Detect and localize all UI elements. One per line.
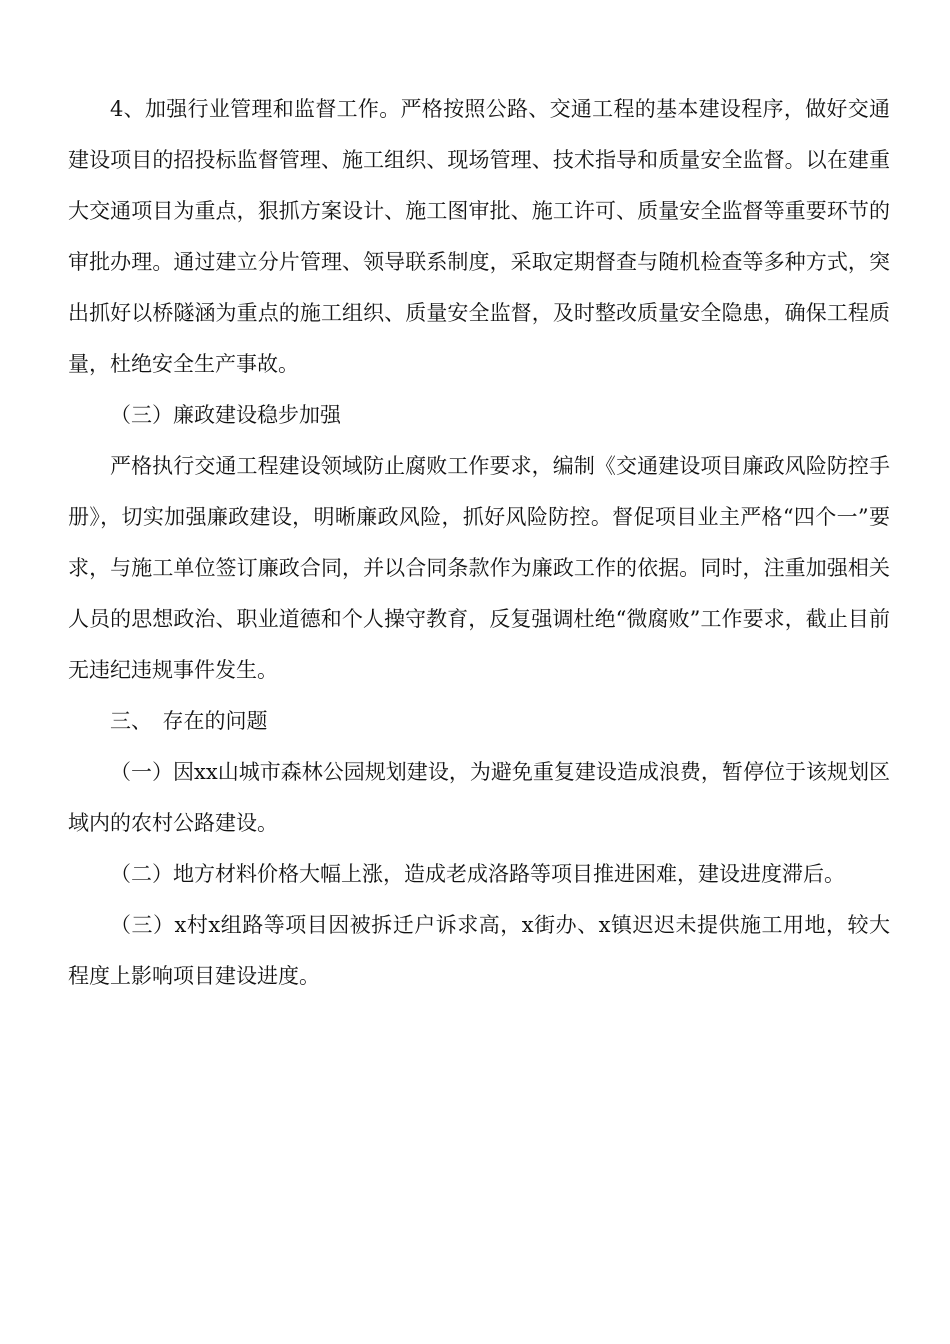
section-number: 三、 (110, 709, 152, 733)
paragraph-problem-3: （三）x村x组路等项目因被拆迁户诉求高，x街办、x镇迟迟未提供施工用地，较大程度上影响项目建设进度。 (68, 913, 890, 988)
paragraph-integrity-building: 严格执行交通工程建设领域防止腐败工作要求，编制《交通建设项目廉政风险防控手册》，切实加强廉政建设，明晰廉政风险，抓好风险防控。督促项目业主严格“四个一”要求，与施工单位签订廉政合同，并以合同条款作为廉政工作的依据。同时，注重加强相关人员的思想政治、职业道德和个人操守教育，反复强调杜绝“微腐败”工作要求，截止目前无违纪违规事件发生。 (68, 454, 890, 682)
paragraph-problem-2: （二）地方材料价格大幅上涨，造成老成洛路等项目推进困难，建设进度滞后。 (110, 862, 845, 886)
paragraph-problem-1: （一）因xx山城市森林公园规划建设，为避免重复建设造成浪费，暂停位于该规划区域内的农村公路建设。 (68, 760, 890, 835)
section-heading-problems (68, 696, 890, 747)
section-title: 存在的问题 (162, 709, 268, 733)
section-heading-integrity: （三）廉政建设稳步加强 (110, 403, 341, 427)
paragraph-industry-supervision: 4、加强行业管理和监督工作。严格按照公路、交通工程的基本建设程序，做好交通建设项目的招投标监督管理、施工组织、现场管理、技术指导和质量安全监督。以在建重大交通项目为重点，狠抓方案设计、施工图审批、施工许可、质量安全监督等重要环节的审批办理。通过建立分片管理、领导联系制度，采取定期督查与随机检查等多种方式，突出抓好以桥隧涵为重点的施工组织、质量安全监督，及时整改质量安全隐患，确保工程质量，杜绝安全生产事故。 (68, 97, 890, 376)
document-page (68, 84, 890, 1002)
